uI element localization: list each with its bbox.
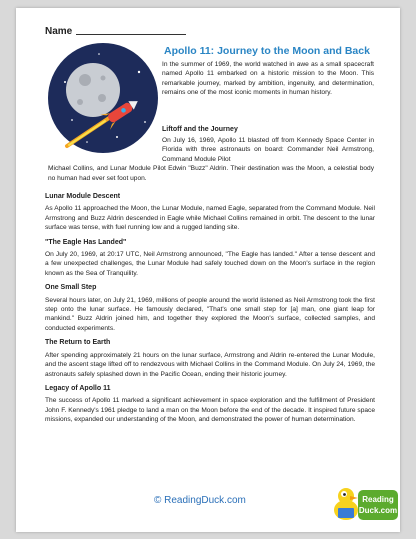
name-line[interactable] [76,34,186,35]
section-text-small-step: Several hours later, on July 21, 1969, millions of people around the world listened as Neil Armstrong took the first step onto the lunar surface. He famously declared, "That's one small step for [a] man, one giant leap for mankind." Buzz Aldrin joined him, and together they explored the Moon's surface, collected samples, and conducted experiments. [45,296,375,332]
copyright-link[interactable]: © ReadingDuck.com [154,495,246,506]
liftoff-text-part2: Michael Collins, and Lunar Module Pilot Edwin "Buzz" Aldrin. Their destination was the Moon, a celestial body no human had ever set foot upon. [48,165,374,182]
article-title: Apollo 11: Journey to the Moon and Back [164,45,370,57]
section-text-eagle-landed: On July 20, 1969, at 20:17 UTC, Neil Armstrong announced, "The Eagle has landed." After a tense descent and a few unexpected challenges, the Lunar Module had safely touched down on the Moon's surface in the region known as the Sea of Tranquility. [45,251,375,277]
worksheet-page [16,8,400,532]
svg-text:Duck.com: Duck.com [358,506,398,515]
section-heading-lunar-module: Lunar Module Descent [45,193,121,200]
section-heading-eagle-landed: "The Eagle Has Landed" [45,238,127,246]
intro-paragraph: In the summer of 1969, the world watched in awe as a small spacecraft named Apollo 11 embarked on a historic mission to the Moon. This remarkable journey, marked by ambition, ingenuity, and determination, remains one of the most iconic moments in human history. [162,61,374,97]
section-text-lunar-module: As Apollo 11 approached the Moon, the Lunar Module, named Eagle, separated from the Command Module. Neil Armstrong and Buzz Aldrin descended in Eagle while Michael Collins remained in orbit. The descent to the lunar surface was tense, with fuel running low and a rugged landing site. [45,205,375,232]
section-text-legacy: The success of Apollo 11 marked a significant achievement in space exploration and the fulfillment of President John F. Kennedy's 1961 pledge to land a man on the Moon before the end of the decade. It inspired future space missions, expanded our understanding of the Moon, and demonstrated the power of human determination. [45,397,375,424]
section-heading-liftoff: Liftoff and the Journey [162,126,238,133]
section-text-liftoff [48,136,374,183]
svg-text:Reading: Reading [362,495,394,504]
section-text-return: After spending approximately 21 hours on the lunar surface, Armstrong and Aldrin re-entered the Lunar Module, and the ascent stage lifted off to rendezvous with Michael Collins in the Command Module. On July 24, 1969, the astronauts safely splashed down in the Pacific Ocean, ending their historic journey. [45,351,375,378]
moon-rocket-illustration [47,42,159,154]
name-field [45,26,186,37]
section-heading-small-step: One Small Step [45,284,97,292]
reading-duck-logo [330,480,400,526]
liftoff-text-part1: On July 16, 1969, Apollo 11 blasted off from Kennedy Space Center in Florida with three astronauts on board: Commander Neil Armstrong, Command Module Pilot [162,137,374,163]
section-heading-return: The Return to Earth [45,339,111,347]
name-label: Name [45,26,73,37]
article-body [45,192,375,430]
section-heading-legacy: Legacy of Apollo 11 [45,384,111,392]
